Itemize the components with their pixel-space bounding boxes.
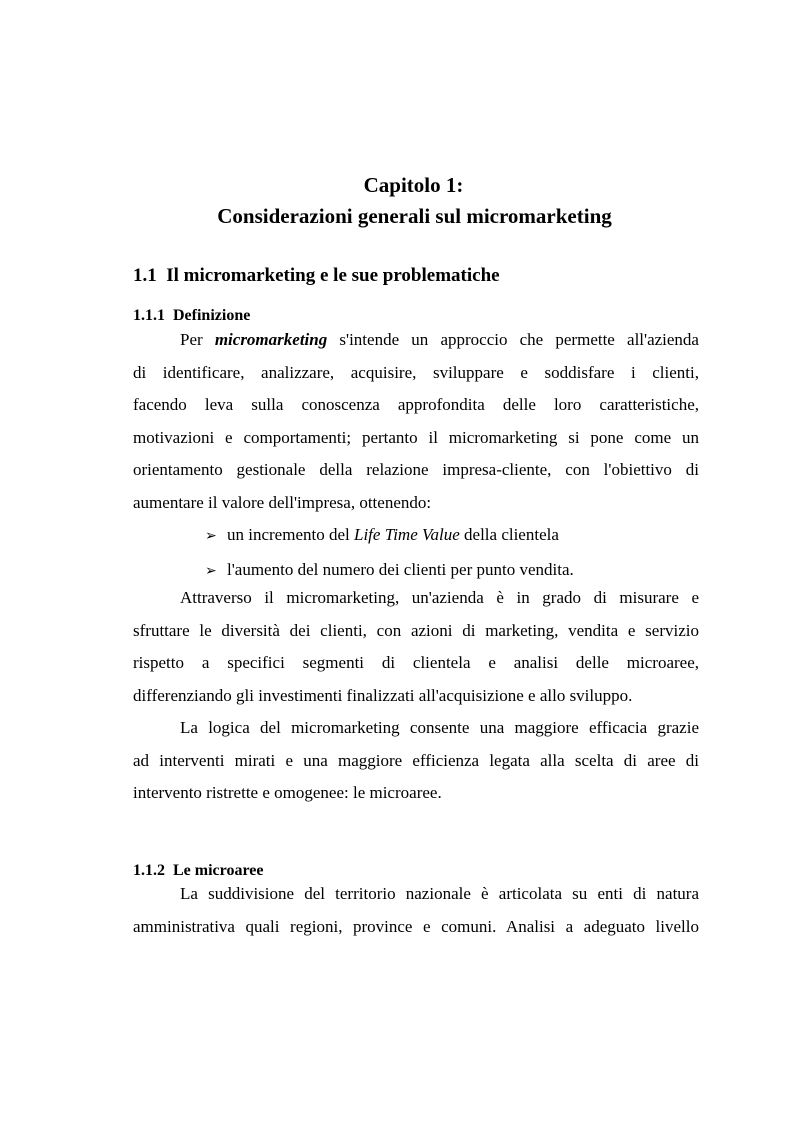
arrow-bullet-icon: ➢: [205, 528, 217, 544]
text-line: motivazioni e comportamenti; pertanto il micromarketing si pone come un: [133, 427, 699, 447]
text-line: intervento ristrette e omogenee: le microaree.: [133, 783, 442, 802]
text-run: un incremento del: [227, 525, 354, 544]
text-line: amministrativa quali regioni, province e comuni. Analisi a adeguato livello: [133, 916, 699, 936]
text-line: orientamento gestionale della relazione impresa-cliente, con l'obiettivo di: [133, 460, 699, 479]
text-line: di identificare, analizzare, acquisire, sviluppare e soddisfare i clienti,: [133, 362, 699, 382]
term-micromarketing: micromarketing: [214, 330, 328, 349]
text-run: l'aumento del numero dei clienti per punto vendita.: [227, 560, 574, 579]
chapter-title: Considerazioni generali sul micromarketing: [217, 204, 612, 228]
text-line: La suddivisione del territorio nazionale è articolata su enti di natura: [180, 884, 699, 903]
subsection-title: Le microaree: [173, 862, 264, 879]
text-line: rispetto a specifici segmenti di clientela e analisi delle microaree,: [133, 653, 699, 672]
section-title: Il micromarketing e le sue problematiche: [166, 265, 500, 286]
text-run: s'intende un approccio che permette all'azienda: [327, 330, 699, 349]
emphasis-life-time-value: Life Time Value: [354, 525, 460, 544]
section-number: 1.1: [133, 265, 157, 286]
paragraph-definizione: [133, 324, 699, 519]
text-line: [133, 324, 699, 357]
subsection-title: Definizione: [173, 307, 251, 324]
section-heading: [133, 263, 500, 289]
text-run: Per: [180, 330, 215, 349]
text-line: differenziando gli investimenti finalizzati all'acquisizione e allo sviluppo.: [133, 685, 633, 705]
chapter-label: Capitolo 1:: [363, 173, 464, 197]
chapter-heading: [0, 170, 793, 232]
text-line: La logica del micromarketing consente una maggiore efficacia grazie: [180, 718, 699, 737]
subsection-number: 1.1.1: [133, 307, 165, 324]
text-line: ad interventi mirati e una maggiore efficienza legata alla scelta di aree di: [133, 750, 699, 770]
text-run: della clientela: [459, 525, 559, 544]
text-line: aumentare il valore dell'impresa, ottenendo:: [133, 492, 432, 512]
text-line: sfruttare le diversità dei clienti, con azioni di marketing, vendita e servizio: [133, 620, 699, 640]
paragraph-logica: [133, 712, 699, 810]
paragraph-microaree: [133, 878, 699, 943]
paragraph-attraverso: [133, 582, 699, 712]
arrow-bullet-icon: ➢: [205, 563, 217, 579]
text-line: facendo leva sulla conoscenza approfondita delle loro caratteristiche,: [133, 395, 699, 414]
subsection-number: 1.1.2: [133, 862, 165, 879]
bullet-list: [205, 518, 574, 588]
list-item: [205, 518, 574, 553]
text-line: Attraverso il micromarketing, un'azienda è in grado di misurare e: [180, 588, 699, 607]
